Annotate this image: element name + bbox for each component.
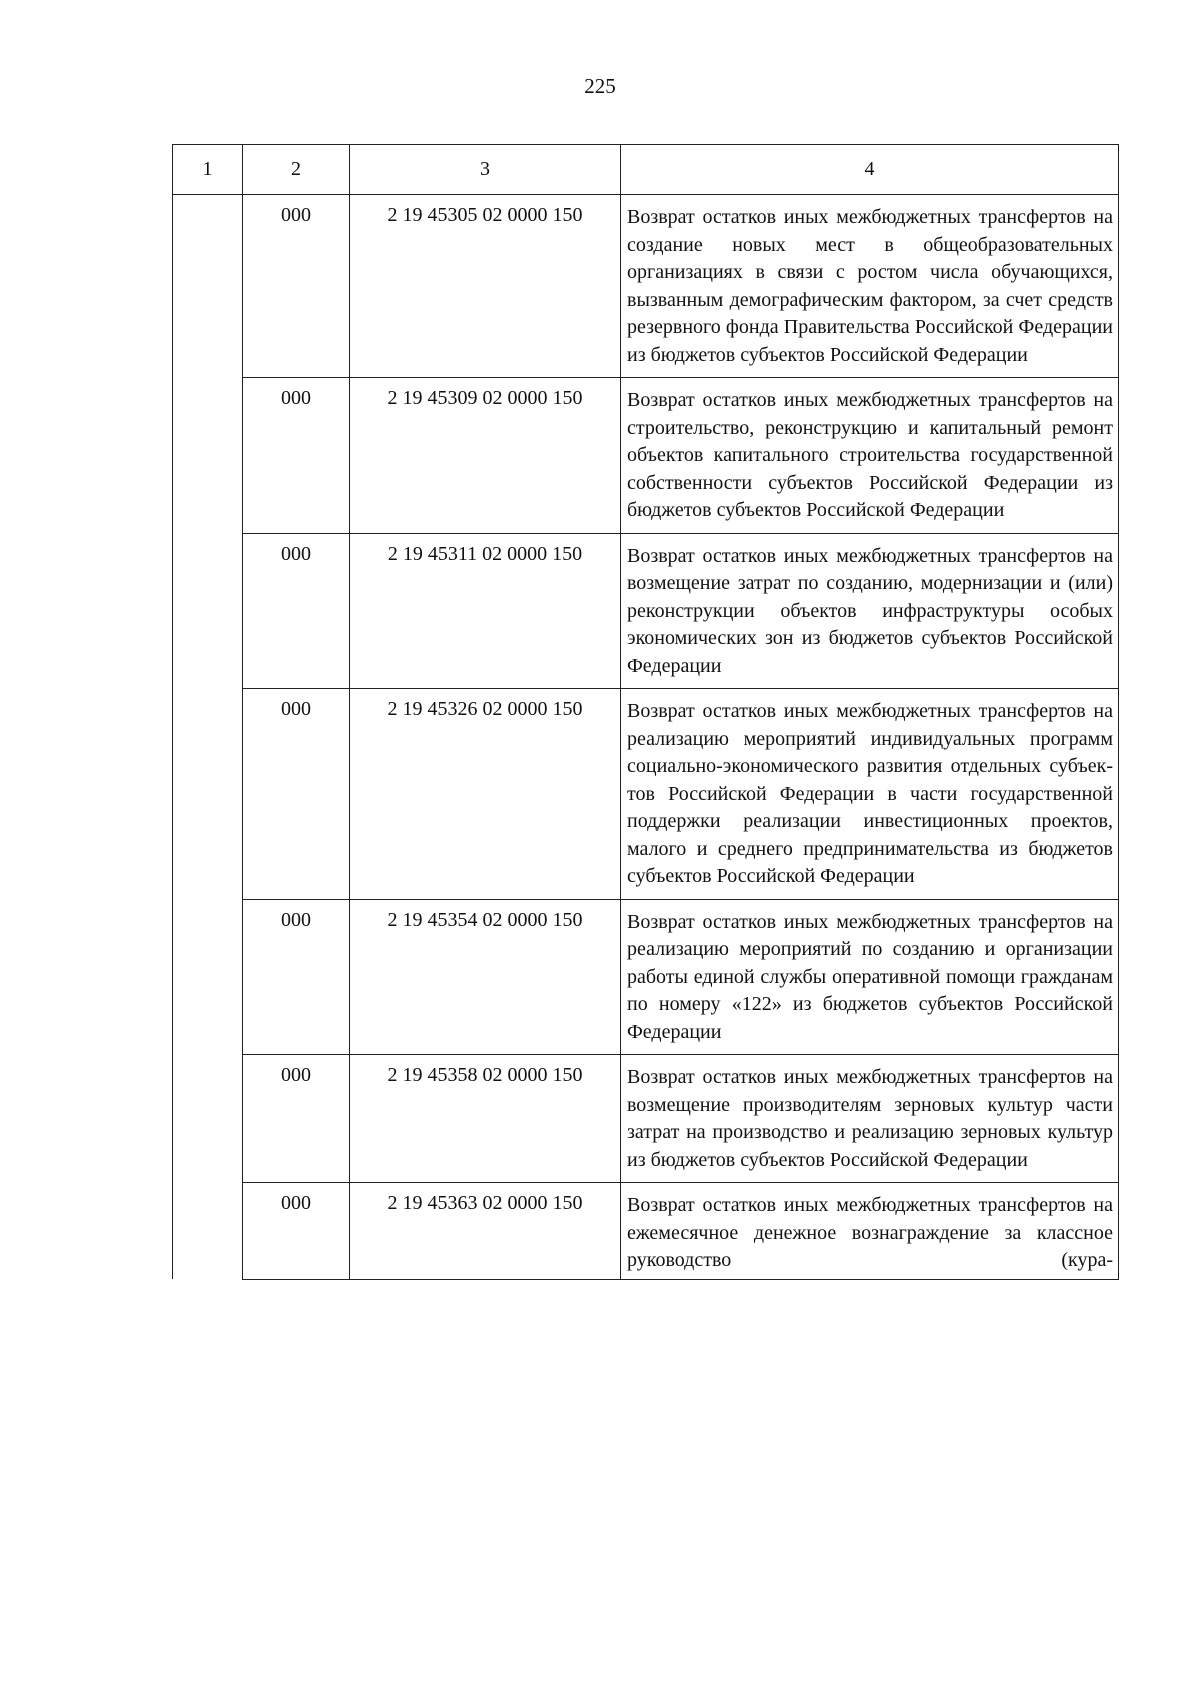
table-row: [173, 899, 1119, 1055]
admin-code-cell: 000: [243, 533, 350, 689]
column-header-3: 3: [350, 145, 621, 195]
budget-code-cell: 2 19 45363 02 0000 150: [350, 1183, 621, 1280]
cell-col1: [173, 1183, 243, 1280]
admin-code-cell: 000: [243, 1183, 350, 1280]
cell-col1: [173, 195, 243, 378]
table-row: [173, 378, 1119, 534]
description-cell: Возврат остатков иных межбюджетных трансфертов на возмещение производителям зерновых культур части затрат на производство и реализацию зерновых культур из бюджетов субъектов Российской Федерации: [621, 1055, 1119, 1183]
column-header-2: 2: [243, 145, 350, 195]
cell-col1: [173, 689, 243, 900]
table-row: [173, 533, 1119, 689]
description-cell: Возврат остатков иных межбюджетных трансфертов на реализацию мероприятий индивидуальных программ социально-экономического развития отдельных субъектов Российской Федерации в части государственной поддержки реализации инвестиционных проектов, малого и среднего предпринимательства из бюджетов субъектов Российской Федерации: [621, 689, 1119, 900]
admin-code-cell: 000: [243, 689, 350, 900]
table-row: [173, 1055, 1119, 1183]
column-header-4: 4: [621, 145, 1119, 195]
cell-col1: [173, 378, 243, 534]
description-cell: Возврат остатков иных межбюджетных трансфертов на возмещение затрат по созданию, модернизации и (или) реконструкции объектов инфраструктуры особых экономических зон из бюджетов субъектов Российской Федерации: [621, 533, 1119, 689]
admin-code-cell: 000: [243, 899, 350, 1055]
table-header-row: [173, 145, 1119, 195]
budget-code-cell: 2 19 45305 02 0000 150: [350, 195, 621, 378]
table-row: [173, 689, 1119, 900]
budget-classification-table: [172, 144, 1119, 1280]
admin-code-cell: 000: [243, 1055, 350, 1183]
table-row: [173, 1183, 1119, 1280]
cell-col1: [173, 899, 243, 1055]
description-cell: Возврат остатков иных межбюджетных трансфертов на ежемесячное денежное вознаграждение за классное руководство (кура-: [621, 1183, 1119, 1280]
cell-col1: [173, 1055, 243, 1183]
table-row: [173, 195, 1119, 378]
description-cell: Возврат остатков иных межбюджетных трансфертов на строительство, реконструкцию и капитальный ремонт объектов капитального строительства государственной собственности субъектов Российской Федерации из бюджетов субъектов Российской Федерации: [621, 378, 1119, 534]
admin-code-cell: 000: [243, 195, 350, 378]
page-number: 225: [584, 74, 616, 98]
budget-code-cell: 2 19 45358 02 0000 150: [350, 1055, 621, 1183]
budget-code-cell: 2 19 45326 02 0000 150: [350, 689, 621, 900]
budget-code-cell: 2 19 45309 02 0000 150: [350, 378, 621, 534]
admin-code-cell: 000: [243, 378, 350, 534]
cell-col1: [173, 533, 243, 689]
budget-code-cell: 2 19 45311 02 0000 150: [350, 533, 621, 689]
description-cell: Возврат остатков иных межбюджетных трансфертов на реализацию мероприятий по созданию и организации работы единой службы оперативной помощи гражданам по номеру «122» из бюджетов субъектов Российской Федерации: [621, 899, 1119, 1055]
description-cell: Возврат остатков иных межбюджетных трансфертов на создание новых мест в общеобразовательных организациях в связи с ростом числа обучающихся, вызванным демографическим фактором, за счет средств резервного фонда Правительства Российской Федерации из бюджетов субъектов Российской Федерации: [621, 195, 1119, 378]
column-header-1: 1: [173, 145, 243, 195]
budget-code-cell: 2 19 45354 02 0000 150: [350, 899, 621, 1055]
